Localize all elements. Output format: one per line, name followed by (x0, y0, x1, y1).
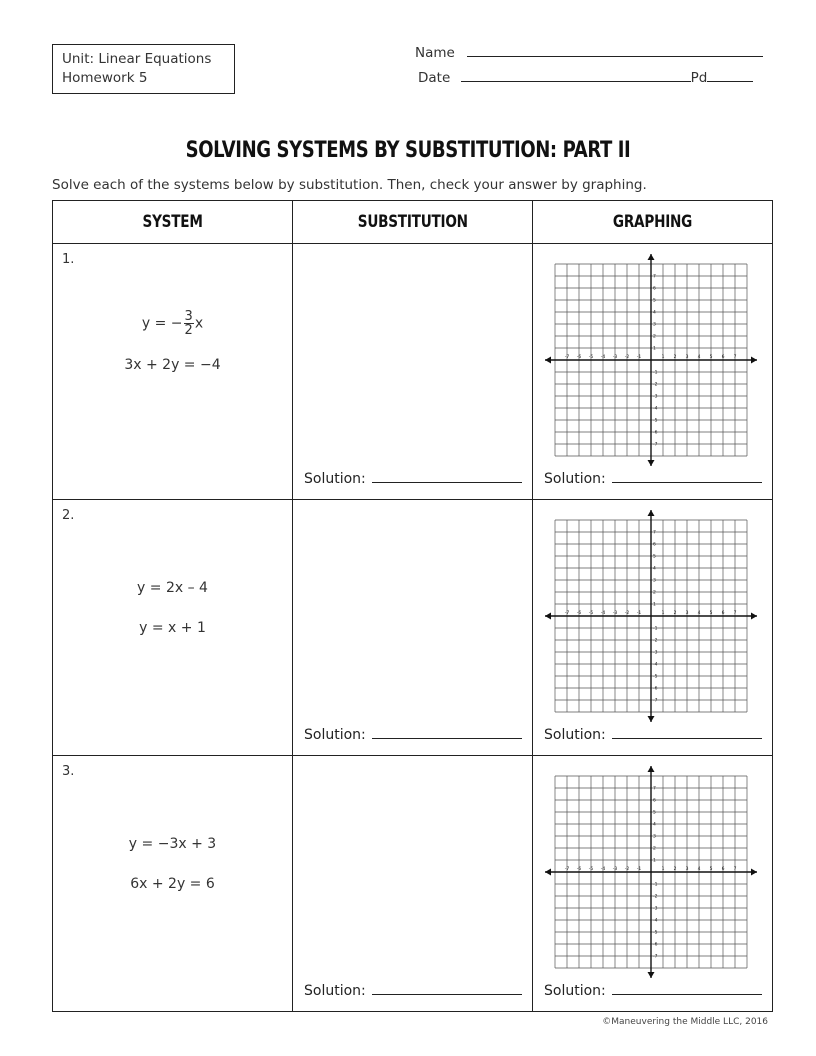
y-tick-label: 6 (653, 286, 656, 292)
problem-row (53, 756, 773, 1012)
y-axis-arrow-up (648, 510, 655, 516)
x-tick-label: -2 (624, 611, 630, 616)
y-tick-label: 7 (653, 274, 656, 280)
x-tick-label: -6 (576, 611, 582, 616)
x-tick-label: 2 (673, 867, 677, 872)
y-tick-label: -6 (653, 430, 658, 436)
x-axis-arrow-left (545, 357, 551, 364)
x-tick-label: -6 (576, 867, 582, 872)
y-tick-label: -5 (653, 418, 658, 424)
y-tick-label: -4 (653, 918, 658, 924)
homework-label: Homework 5 (62, 70, 148, 86)
y-tick-label: 6 (653, 542, 656, 548)
substitution-work-area[interactable] (293, 500, 533, 756)
name-blank[interactable] (467, 44, 763, 57)
x-tick-label: 4 (697, 355, 701, 360)
coordinate-grid[interactable] (545, 254, 757, 466)
x-tick-label: -4 (600, 355, 606, 360)
y-tick-label: 7 (653, 786, 656, 792)
y-tick-label: -2 (653, 382, 658, 388)
y-tick-label: 3 (653, 322, 656, 328)
y-axis-arrow-down (648, 460, 655, 466)
pd-blank[interactable] (707, 69, 753, 82)
x-tick-label: -5 (588, 867, 594, 872)
y-tick-label: -5 (653, 930, 658, 936)
x-tick-label: 7 (733, 611, 737, 616)
y-axis-arrow-down (648, 972, 655, 978)
system-cell (53, 244, 293, 500)
substitution-work-area[interactable] (293, 756, 533, 1012)
y-tick-label: 2 (653, 334, 656, 340)
x-tick-label: 3 (685, 611, 689, 616)
equation-2: 3x + 2y = −4 (124, 357, 221, 373)
y-axis-arrow-up (648, 766, 655, 772)
date-label: Date (418, 70, 451, 86)
y-tick-label: -3 (653, 650, 658, 656)
x-tick-label: -7 (564, 355, 570, 360)
x-tick-label: 7 (733, 355, 737, 360)
graphing-cell[interactable] (533, 756, 773, 1012)
coordinate-grid[interactable] (545, 766, 757, 978)
date-blank[interactable] (461, 69, 691, 82)
y-tick-label: 5 (653, 810, 656, 816)
y-tick-label: -2 (653, 894, 658, 900)
y-tick-label: 2 (653, 590, 656, 596)
x-axis-arrow-left (545, 869, 551, 876)
y-tick-label: 3 (653, 578, 656, 584)
y-axis-arrow-down (648, 716, 655, 722)
x-tick-label: -7 (564, 611, 570, 616)
graphing-cell[interactable] (533, 500, 773, 756)
y-tick-label: -7 (653, 442, 658, 448)
substitution-solution[interactable]: Solution: (304, 727, 522, 743)
x-tick-label: -6 (576, 355, 582, 360)
y-tick-label: 7 (653, 530, 656, 536)
y-tick-label: 5 (653, 298, 656, 304)
instructions: Solve each of the systems below by substitution. Then, check your answer by graphing. (52, 177, 647, 193)
x-tick-label: -1 (636, 867, 642, 872)
x-tick-label: 5 (709, 355, 713, 360)
column-header-system: SYSTEM (53, 201, 293, 244)
column-header-substitution: SUBSTITUTION (293, 201, 533, 244)
x-axis-arrow-right (751, 869, 757, 876)
problem-table (52, 200, 773, 1012)
equation-1: y = − $\frac{3}{2}$ x (141, 309, 204, 338)
x-tick-label: 1 (661, 867, 665, 872)
x-tick-label: 4 (697, 867, 701, 872)
x-tick-label: 6 (721, 611, 725, 616)
x-tick-label: 6 (721, 867, 725, 872)
y-tick-label: 1 (653, 858, 656, 864)
x-tick-label: 6 (721, 355, 725, 360)
x-tick-label: -2 (624, 867, 630, 872)
system-cell (53, 756, 293, 1012)
y-tick-label: -7 (653, 954, 658, 960)
x-axis-arrow-left (545, 613, 551, 620)
y-tick-label: 1 (653, 602, 656, 608)
graph-solution[interactable]: Solution: (544, 727, 762, 743)
problem-row (53, 500, 773, 756)
unit-box (52, 44, 235, 94)
x-tick-label: -5 (588, 611, 594, 616)
y-tick-label: 4 (653, 822, 656, 828)
y-tick-label: 3 (653, 834, 656, 840)
x-tick-label: -2 (624, 355, 630, 360)
date-field[interactable] (418, 69, 753, 86)
graphing-cell[interactable] (533, 244, 773, 500)
x-tick-label: -1 (636, 355, 642, 360)
y-tick-label: -2 (653, 638, 658, 644)
x-tick-label: -3 (612, 355, 618, 360)
problem-number: 1. (62, 252, 75, 267)
system-cell (53, 500, 293, 756)
x-tick-label: 7 (733, 867, 737, 872)
x-tick-label: 3 (685, 355, 689, 360)
y-tick-label: -6 (653, 942, 658, 948)
y-tick-label: 2 (653, 846, 656, 852)
equation-2: y = x + 1 (139, 620, 206, 636)
y-tick-label: 1 (653, 346, 656, 352)
name-label: Name (415, 45, 455, 61)
y-tick-label: 6 (653, 798, 656, 804)
y-tick-label: -7 (653, 698, 658, 704)
name-field[interactable] (415, 44, 763, 61)
x-tick-label: -3 (612, 867, 618, 872)
x-tick-label: 1 (661, 355, 665, 360)
x-tick-label: -1 (636, 611, 642, 616)
y-tick-label: 4 (653, 310, 656, 316)
coordinate-grid[interactable] (545, 510, 757, 722)
y-tick-label: -1 (653, 882, 658, 888)
y-tick-label: -4 (653, 406, 658, 412)
column-header-graphing: GRAPHING (533, 201, 773, 244)
equation-1: y = 2x – 4 (137, 580, 208, 596)
x-tick-label: 3 (685, 867, 689, 872)
x-tick-label: 5 (709, 867, 713, 872)
copyright-footer: ©Maneuvering the Middle LLC, 2016 (602, 1017, 768, 1027)
y-tick-label: -6 (653, 686, 658, 692)
y-tick-label: 4 (653, 566, 656, 572)
graph-solution[interactable]: Solution: (544, 983, 762, 999)
substitution-solution[interactable]: Solution: (304, 471, 522, 487)
x-tick-label: -5 (588, 355, 594, 360)
x-tick-label: 5 (709, 611, 713, 616)
x-tick-label: -3 (612, 611, 618, 616)
unit-label: Unit: Linear Equations (62, 51, 212, 67)
x-tick-label: 2 (673, 611, 677, 616)
x-tick-label: 1 (661, 611, 665, 616)
equation-1: y = −3x + 3 (128, 836, 217, 852)
y-tick-label: -3 (653, 906, 658, 912)
x-axis-arrow-right (751, 357, 757, 364)
substitution-solution[interactable]: Solution: (304, 983, 522, 999)
page-title: SOLVING SYSTEMS BY SUBSTITUTION: PART II (185, 138, 631, 163)
x-tick-label: -4 (600, 867, 606, 872)
x-tick-label: 4 (697, 611, 701, 616)
equation-2: 6x + 2y = 6 (130, 876, 215, 892)
problem-number: 3. (62, 764, 75, 779)
pd-label: Pd (690, 70, 708, 86)
x-tick-label: -7 (564, 867, 570, 872)
y-tick-label: -1 (653, 370, 658, 376)
x-axis-arrow-right (751, 613, 757, 620)
y-tick-label: -3 (653, 394, 658, 400)
fraction: $\frac{3}{2}$ (184, 309, 193, 338)
problem-row (53, 244, 773, 500)
x-tick-label: 2 (673, 355, 677, 360)
substitution-work-area[interactable] (293, 244, 533, 500)
y-tick-label: 5 (653, 554, 656, 560)
y-tick-label: -5 (653, 674, 658, 680)
y-tick-label: -1 (653, 626, 658, 632)
problem-number: 2. (62, 508, 75, 523)
y-axis-arrow-up (648, 254, 655, 260)
graph-solution[interactable]: Solution: (544, 471, 762, 487)
y-tick-label: -4 (653, 662, 658, 668)
x-tick-label: -4 (600, 611, 606, 616)
